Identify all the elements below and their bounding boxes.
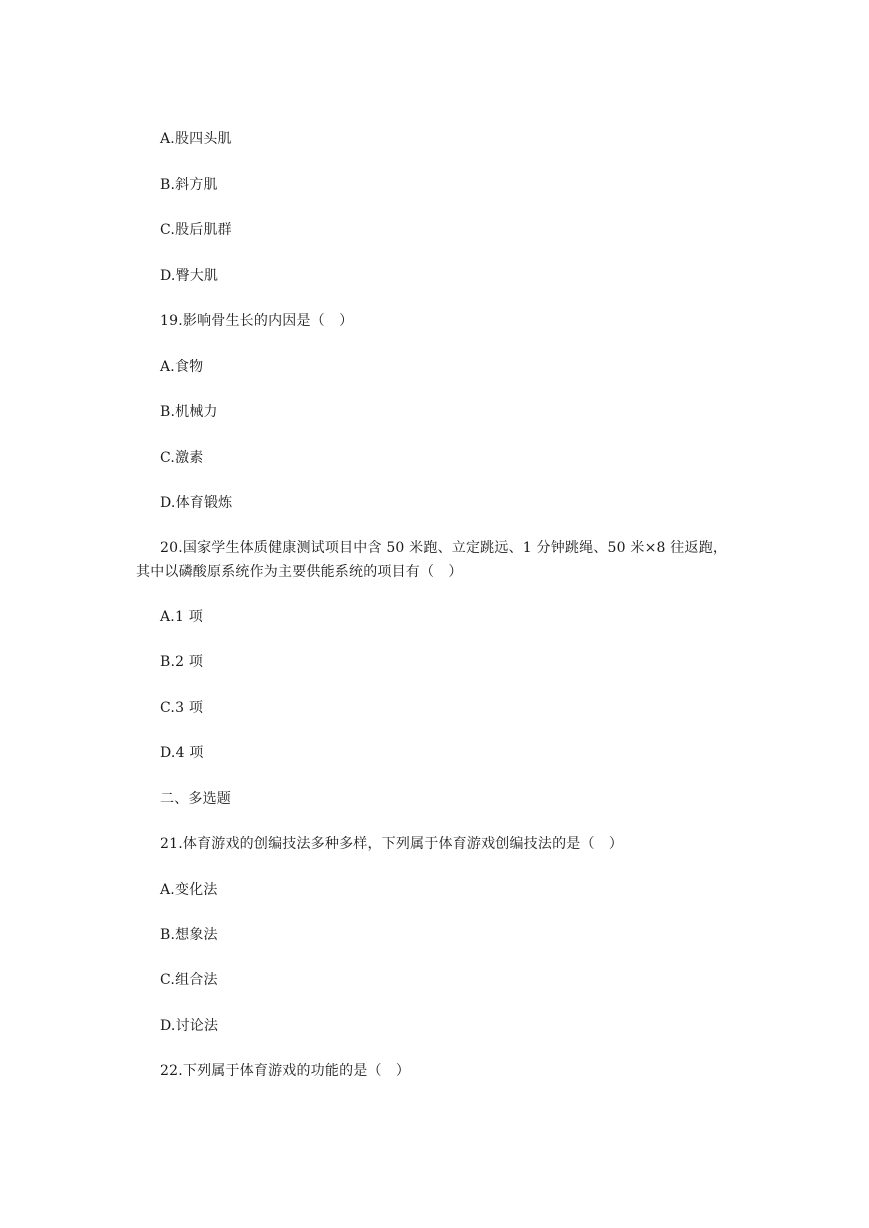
q21-option-d: D.讨论法 bbox=[160, 1018, 219, 1034]
q19-option-d: D.体育锻炼 bbox=[160, 495, 233, 511]
q20-option-b: B.2 项 bbox=[160, 654, 204, 670]
q20-stem-line2: 其中以磷酸原系统作为主要供能系统的项目有（ ） bbox=[136, 564, 463, 580]
q20-option-d: D.4 项 bbox=[160, 745, 204, 761]
q18-option-d: D.臀大肌 bbox=[160, 268, 219, 284]
q18-option-a: A.股四头肌 bbox=[160, 131, 232, 147]
q18-option-b: B.斜方肌 bbox=[160, 177, 218, 193]
q18-option-c: C.股后肌群 bbox=[160, 222, 232, 238]
q21-option-c: C.组合法 bbox=[160, 972, 218, 988]
q19-option-c: C.激素 bbox=[160, 450, 204, 466]
q20-option-a: A.1 项 bbox=[160, 609, 203, 625]
q21-stem: 21.体育游戏的创编技法多种多样，下列属于体育游戏创编技法的是（ ） bbox=[160, 836, 624, 852]
q20-stem-line1: 20.国家学生体质健康测试项目中含 50 米跑、立定跳远、1 分钟跳绳、50 米×8 往返跑， bbox=[160, 540, 728, 556]
q19-stem: 19.影响骨生长的内因是（ ） bbox=[160, 313, 354, 329]
q19-option-a: A.食物 bbox=[160, 359, 204, 375]
q19-option-b: B.机械力 bbox=[160, 404, 218, 420]
q22-stem: 22.下列属于体育游戏的功能的是（ ） bbox=[160, 1063, 411, 1079]
section-heading-multiple-choice: 二、多选题 bbox=[160, 791, 231, 807]
q21-option-a: A.变化法 bbox=[160, 882, 218, 898]
q21-option-b: B.想象法 bbox=[160, 927, 218, 943]
q20-option-c: C.3 项 bbox=[160, 700, 204, 716]
